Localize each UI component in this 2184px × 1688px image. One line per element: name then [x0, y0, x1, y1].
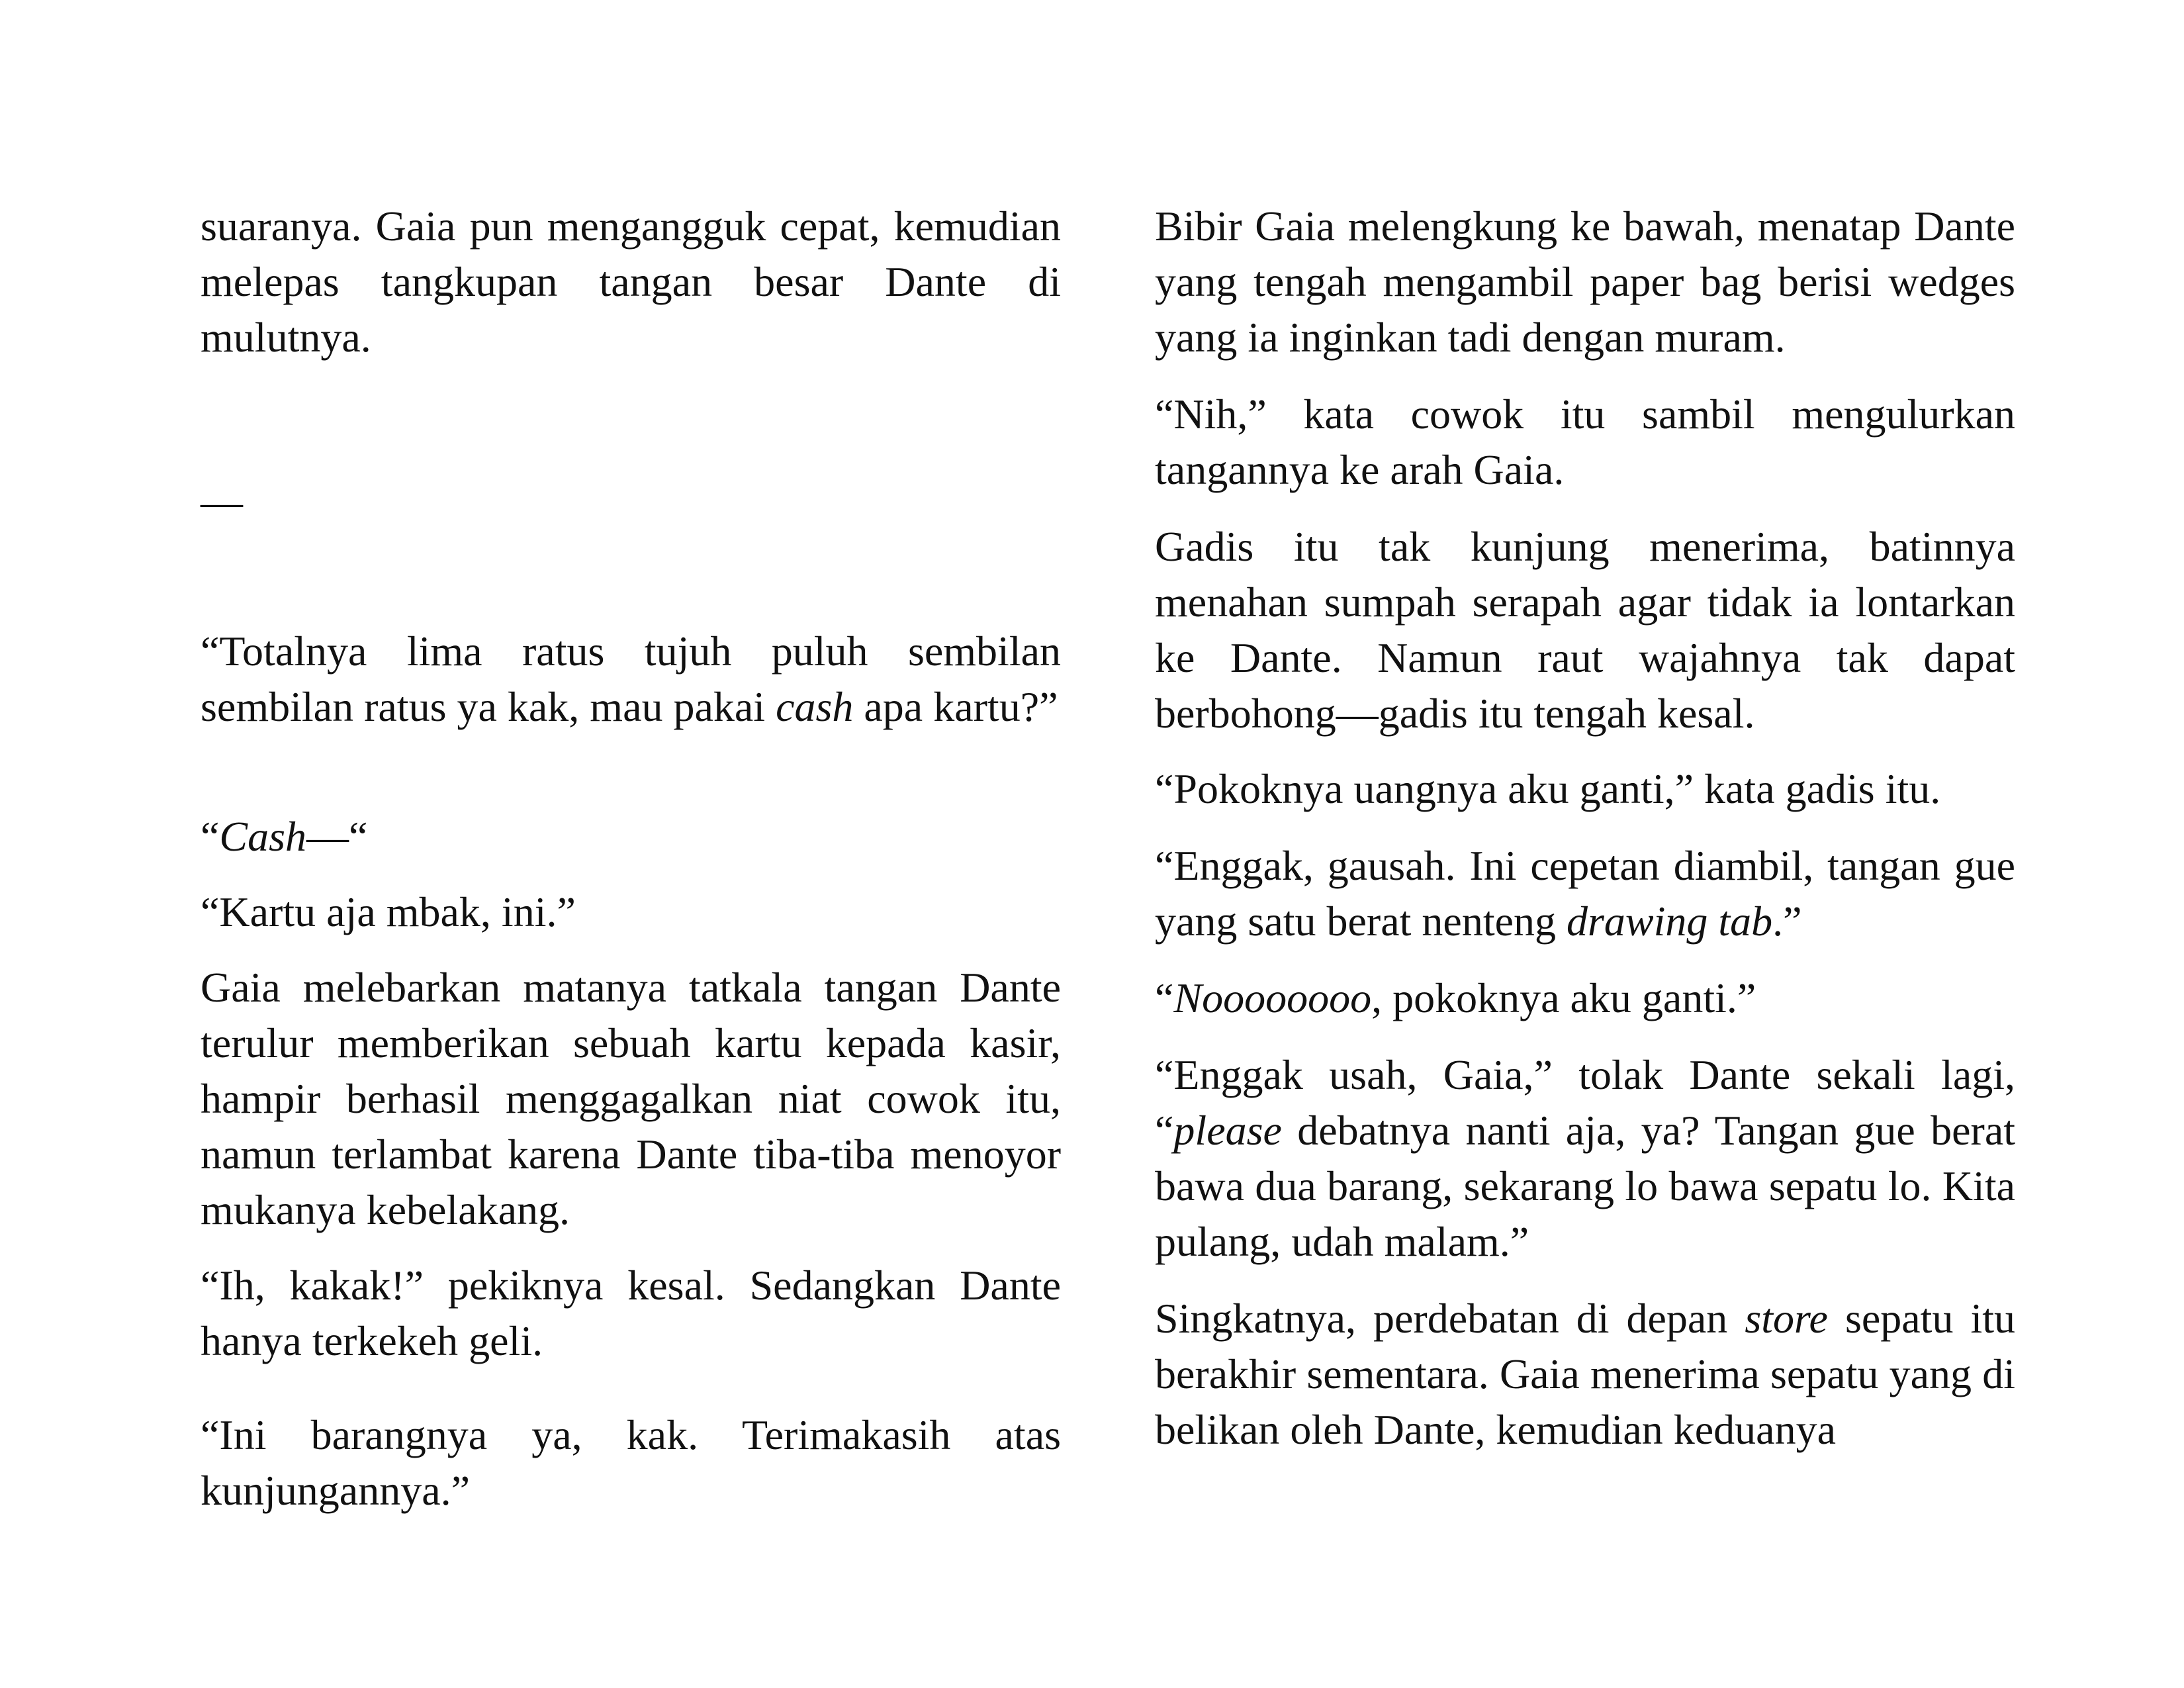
paragraph: “Pokoknya uangnya aku ganti,” kata gadis itu. [1155, 765, 1941, 812]
paragraph: “Enggak, gausah. Ini cepetan diambil, tangan gue yang satu berat nenteng drawing tab.” [1155, 842, 2015, 945]
paragraph: “Totalnya lima ratus tujuh puluh sembilan sembilan ratus ya kak, mau pakai cash apa kartu?” [201, 628, 1061, 730]
paragraph: Gaia melebarkan matanya tatkala tangan Dante terulur memberikan sebuah kartu kepada kasir, hampir berhasil menggagalkan niat cowok itu, namun terlambat karena Dante tiba-tiba menoyor mukanya kebelakang. [201, 964, 1061, 1233]
paragraph: Singkatnya, perdebatan di depan store sepatu itu berakhir sementara. Gaia menerima sepatu yang di belikan oleh Dante, kemudian keduanya [1155, 1295, 2016, 1453]
paragraph: “Ih, kakak!” pekiknya kesal. Sedangkan Dante hanya terkekeh geli. [201, 1262, 1061, 1364]
paragraph: “Cash—“ [201, 813, 368, 860]
paragraph: suaranya. Gaia pun mengangguk cepat, kemudian melepas tangkupan tangan besar Dante di mulutnya. [201, 203, 1061, 361]
paragraph: “Kartu aja mbak, ini.” [201, 888, 576, 935]
paragraph: Gadis itu tak kunjung menerima, batinnya menahan sumpah serapah agar tidak ia lontarkan ke Dante. Namun raut wajahnya tak dapat berbohong—gadis itu tengah kesal. [1155, 523, 2015, 737]
scene-break: — [201, 478, 243, 525]
paragraph: “Nih,” kata cowok itu sambil mengulurkan tangannya ke arah Gaia. [1155, 391, 2015, 493]
paragraph: Bibir Gaia melengkung ke bawah, menatap Dante yang tengah mengambil paper bag berisi wedges yang ia inginkan tadi dengan muram. [1155, 203, 2015, 361]
paragraph: “Enggak usah, Gaia,” tolak Dante sekali lagi, “please debatnya nanti aja, ya? Tangan gue berat bawa dua barang, sekarang lo bawa sepatu lo. Kita pulang, udah malam.” [1155, 1051, 2015, 1265]
paragraph: “Ini barangnya ya, kak. Terimakasih atas kunjungannya.” [201, 1411, 1061, 1514]
paragraph: “Noooooooo, pokoknya aku ganti.” [1155, 974, 1756, 1021]
